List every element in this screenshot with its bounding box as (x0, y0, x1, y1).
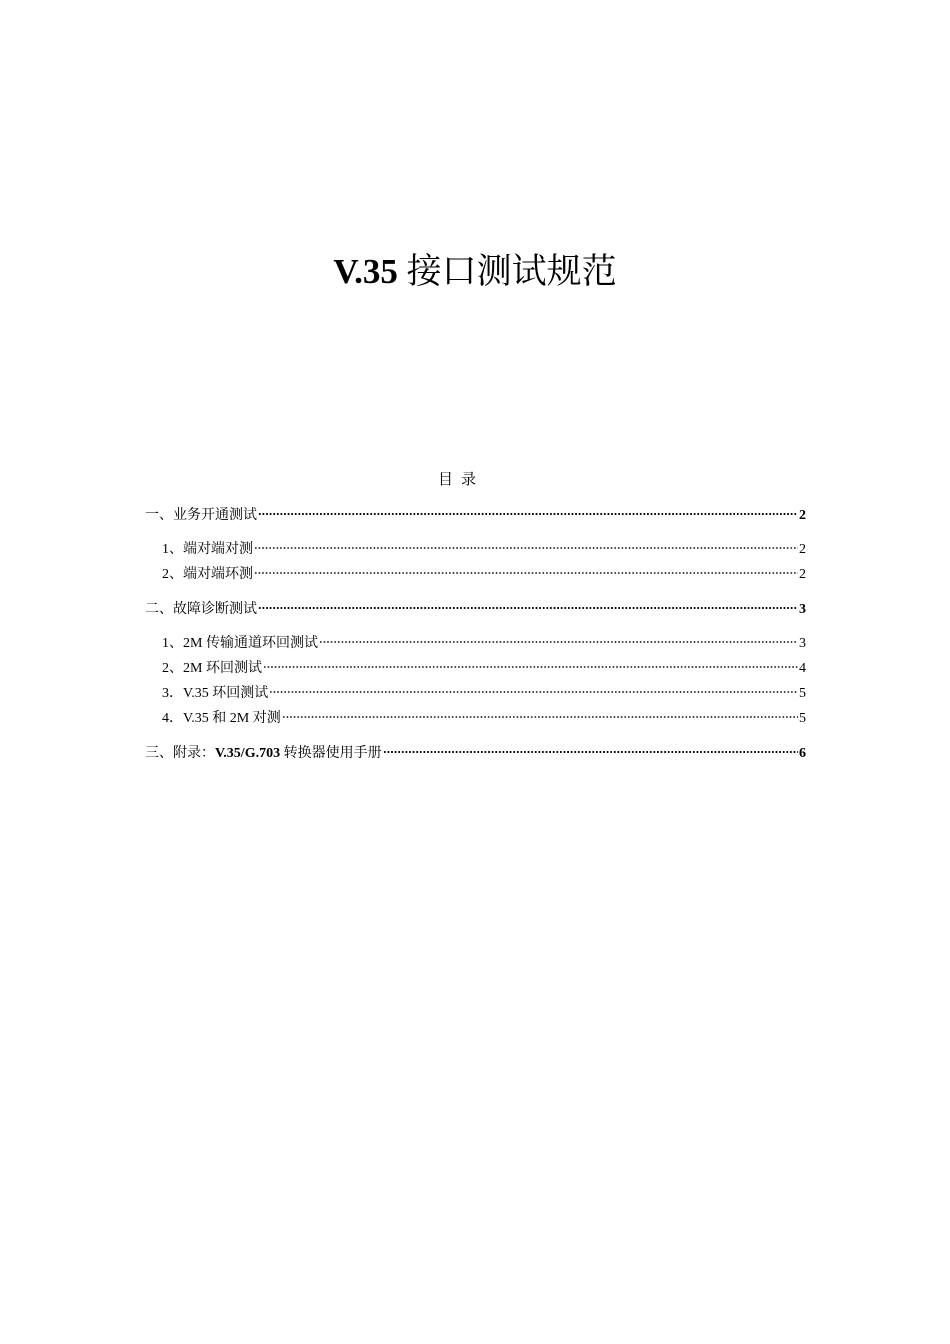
toc-entry-page: 5 (799, 686, 806, 701)
toc-entry-page: 4 (799, 661, 806, 676)
toc-entry-subsection-2-2[interactable] (162, 659, 806, 679)
toc-entry-label-suffix: 转换器使用手册 (280, 746, 382, 761)
toc-dot-leader (319, 640, 798, 644)
toc-entry-page: 5 (799, 711, 806, 726)
toc-entry-page: 3 (799, 602, 806, 617)
toc-entry-label: 2、2M 环回测试 (162, 661, 262, 676)
toc-entry-label: 1、2M 传输通道环回测试 (162, 636, 318, 651)
toc-entry-subsection-2-3[interactable] (162, 684, 806, 704)
toc-entry-subsection-2-4[interactable] (162, 709, 806, 729)
toc-dot-leader (383, 750, 798, 754)
toc-entry-subsection-2-1[interactable] (162, 634, 806, 654)
toc-entry-label: 4．V.35 和 2M 对测 (162, 711, 281, 726)
toc-entry-section-1[interactable] (145, 506, 806, 526)
toc-entry-subsection-1-1[interactable] (162, 540, 806, 560)
toc-entry-label-prefix: 三、附录： (145, 746, 215, 761)
document-title (0, 250, 950, 294)
toc-dot-leader (254, 546, 798, 550)
toc-entry-label: 2、端对端环测 (162, 567, 253, 582)
toc-dot-leader (263, 665, 798, 669)
toc-entry-page: 2 (799, 567, 806, 582)
toc-entry-page: 3 (799, 636, 806, 651)
toc-dot-leader (258, 512, 798, 516)
toc-entry-label: 二、故障诊断测试 (145, 602, 257, 617)
toc-entry-page: 6 (799, 746, 806, 761)
document-title-latin: V.35 (333, 252, 398, 291)
toc-entry-label (145, 744, 382, 764)
toc-entry-label: 1、端对端对测 (162, 542, 253, 557)
document-title-cjk: 接口测试规范 (397, 252, 617, 291)
toc-dot-leader (269, 690, 798, 694)
toc-dot-leader (254, 571, 798, 575)
toc-dot-leader (282, 715, 798, 719)
toc-entry-subsection-1-2[interactable] (162, 565, 806, 585)
toc-entry-label: 一、业务开通测试 (145, 508, 257, 523)
toc-entry-page: 2 (799, 542, 806, 557)
toc-dot-leader (258, 606, 798, 610)
toc-entry-label: 3．V.35 环回测试 (162, 686, 269, 701)
toc-entry-section-3[interactable] (145, 744, 806, 764)
toc-heading: 目录 (437, 472, 484, 488)
toc-entry-label-bold: V.35/G.703 (215, 746, 281, 761)
toc-entry-page: 2 (799, 508, 806, 523)
toc-entry-section-2[interactable] (145, 600, 806, 620)
